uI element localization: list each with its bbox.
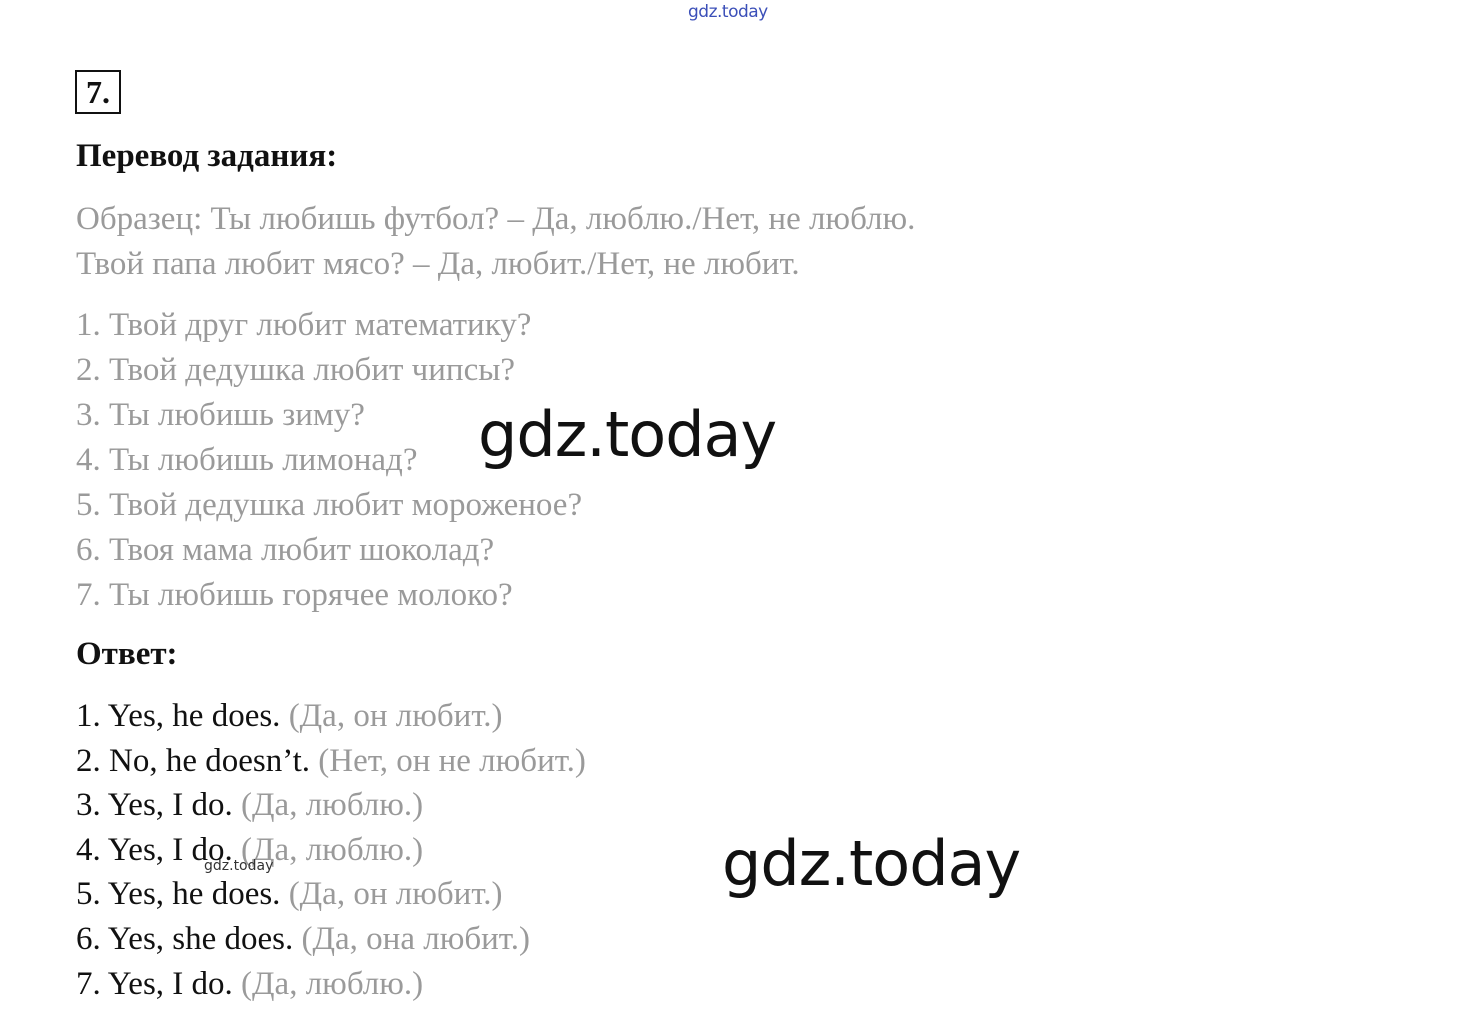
answer-number: 3. [76,787,101,824]
answer-english: Yes, I do. [107,965,233,1002]
answer-english: Yes, I do. [107,787,233,824]
answer-russian: (Да, она любит.) [301,920,530,957]
answer-russian: (Да, люблю.) [241,831,424,868]
big-watermark: gdz.today [478,398,777,471]
question-item: 2. Твой дедушка любит чипсы? [76,352,516,388]
answer-number: 1. [76,698,101,734]
answer-number: 5. [76,876,101,913]
sample-line: Образец: Ты любишь футбол? – Да, люблю./Нет, не люблю. [76,201,916,237]
answer-item [76,739,586,784]
question-item: 4. Ты любишь лимонад? [76,442,418,478]
task-number-box: 7. [75,70,121,114]
question-item: 7. Ты любишь горячее молоко? [76,577,513,613]
translation-heading: Перевод задания: [76,138,338,174]
answer-item [76,783,586,828]
answer-russian: (Да, он любит.) [288,698,503,734]
answer-item [76,872,586,917]
answer-number: 7. [76,965,101,1002]
answer-number: 4. [76,831,101,868]
answer-russian: (Нет, он не любит.) [318,742,586,779]
answer-english: Yes, he does. [107,876,281,913]
big-watermark: gdz.today [722,827,1021,900]
answer-russian: (Да, он любит.) [288,876,503,913]
answer-item [76,962,586,1007]
answer-heading: Ответ: [76,636,178,672]
answer-number: 2. [76,742,101,779]
question-item: 1. Твой друг любит математику? [76,307,532,343]
answer-english: No, he doesn’t. [109,742,311,779]
sample-line: Твой папа любит мясо? – Да, любит./Нет, не любит. [76,246,800,282]
answer-item [76,694,586,739]
question-item: 5. Твой дедушка любит мороженое? [76,487,583,523]
answer-english: Yes, I do. [107,831,233,868]
answer-item [76,828,586,873]
top-watermark: gdz.today [688,2,768,22]
answer-number: 6. [76,920,101,957]
answer-russian: (Да, люблю.) [241,787,424,824]
answer-english: Yes, he does. [107,698,281,734]
question-item: 3. Ты любишь зиму? [76,397,365,433]
question-item: 6. Твоя мама любит шоколад? [76,532,495,568]
small-watermark: gdz.today [204,858,274,874]
answer-item [76,917,586,962]
answers-list [76,694,586,1006]
sample-block [76,197,915,287]
answer-russian: (Да, люблю.) [241,965,424,1002]
answer-english: Yes, she does. [107,920,294,957]
